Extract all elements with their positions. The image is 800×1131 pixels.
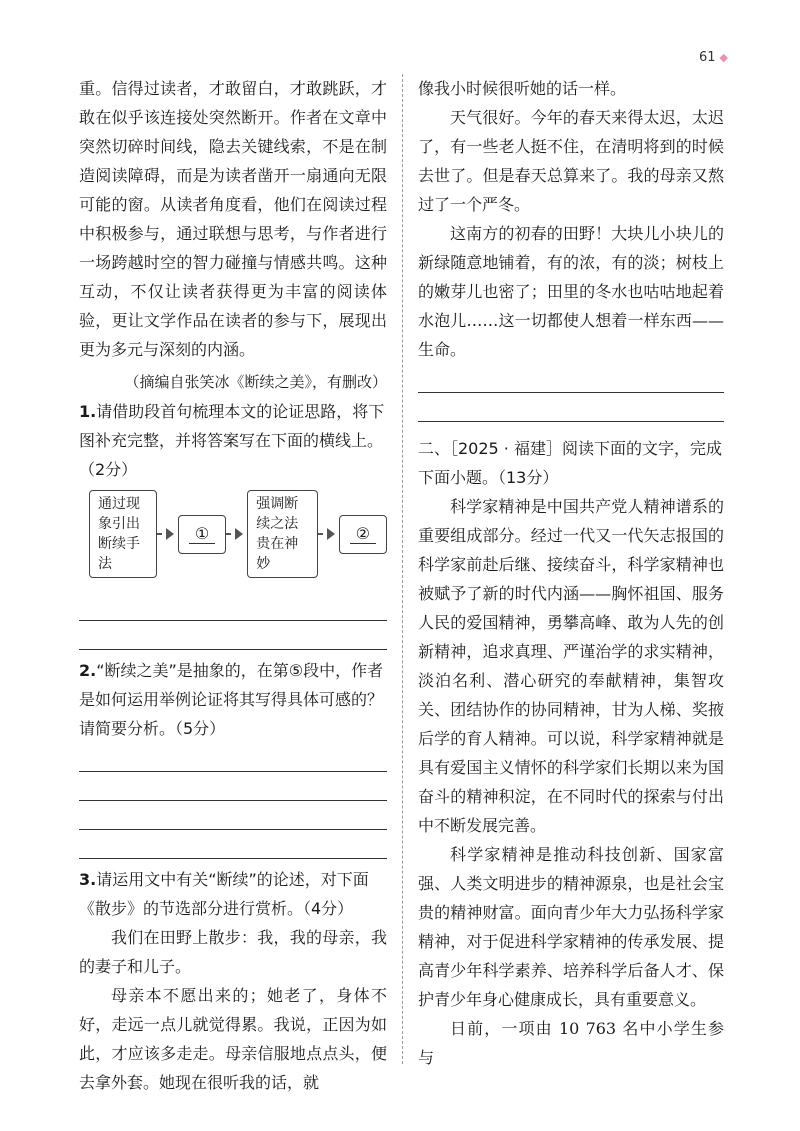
arrow-right-icon xyxy=(166,528,174,540)
flow-blank-2[interactable]: ② xyxy=(339,515,387,554)
answer-line[interactable] xyxy=(79,621,387,650)
question-3: 3.请运用文中有关“断续”的论述，对下面《散步》的节选部分进行赏析。（4分） xyxy=(79,870,369,918)
answer-line[interactable] xyxy=(418,364,724,393)
flow-blank-1[interactable]: ① xyxy=(178,515,226,554)
left-column xyxy=(79,74,387,1097)
answer-line[interactable] xyxy=(79,801,387,830)
answer-line[interactable] xyxy=(79,830,387,859)
flow-box-1: 通过现象引出断续手法 xyxy=(89,490,157,578)
answer-line[interactable] xyxy=(79,592,387,621)
right-column xyxy=(418,74,724,1072)
arrow-right-icon xyxy=(235,528,243,540)
arrow-right-icon xyxy=(327,528,335,540)
article-paragraph: 科学家精神是中国共产党人精神谱系的重要组成部分。经过一代又一代矢志报国的科学家前赴后继、接续奋斗，科学家精神也被赋予了新的时代内涵——胸怀祖国、服务人民的爱国精神，勇攀高峰、敢为人先的创新精神，追求真理、严谨治学的求实精神，淡泊名利、潜心研究的奉献精神，集智攻关、团结协作的协同精神，甘为人梯、奖掖后学的育人精神。可以说，科学家精神就是具有爱国主义情怀的科学家们长期以来为国奋斗的精神积淀，在不同时代的探索与付出中不断发展完善。 xyxy=(418,497,724,835)
answer-line[interactable] xyxy=(79,772,387,801)
article-source: （摘编自张笑冰《断续之美》，有删改） xyxy=(124,373,387,391)
flow-box-2: 强调断续之法贵在神妙 xyxy=(247,490,317,578)
section-2-heading: 二、［2025 · 福建］阅读下面的文字，完成下面小题。（13分） xyxy=(418,439,722,487)
answer-line[interactable] xyxy=(79,743,387,772)
question-2: 2.“断续之美”是抽象的，在第⑤段中，作者是如何运用举例论证将其写得具体可感的？请简要分析。（5分） xyxy=(79,661,384,738)
diamond-icon: ◆ xyxy=(719,51,728,64)
column-divider xyxy=(402,74,403,1064)
article-paragraph: 重。信得过读者，才敢留白，才敢跳跃，才敢在似乎该连接处突然断开。作者在文章中突然切碎时间线，隐去关键线索，不是在制造阅读障碍，而是为读者凿开一扇通向无限可能的窗。从读者角度看，他们在阅读过程中积极参与，通过联想与思考，与作者进行一场跨越时空的智力碰撞与情感共鸣。这种互动，不仅让读者获得更为丰富的阅读体验，更让文学作品在读者的参与下，展现出更为多元与深刻的内涵。 xyxy=(79,79,387,359)
page-number: 61 ◆ xyxy=(698,50,728,65)
excerpt-paragraph: 这南方的初春的田野！大块儿小块儿的新绿随意地铺着，有的浓，有的淡；树枝上的嫩芽儿也密了；田里的冬水也咕咕地起着水泡儿……这一切都使人想着一样东西——生命。 xyxy=(418,224,724,359)
excerpt-paragraph: 母亲本不愿出来的；她老了，身体不好，走远一点儿就觉得累。我说，正因为如此，才应该多走走。母亲信服地点点头，便去拿外套。她现在很听我的话，就 xyxy=(79,986,387,1092)
flow-diagram xyxy=(89,490,387,578)
answer-line[interactable] xyxy=(418,393,724,422)
article-paragraph: 日前，一项由 10 763 名中小学生参与 xyxy=(418,1019,724,1067)
question-1: 1.请借助段首句梳理本文的论证思路，将下图补充完整，并将答案写在下面的横线上。（2分） xyxy=(79,402,385,479)
excerpt-paragraph: 我们在田野上散步：我，我的母亲，我的妻子和儿子。 xyxy=(79,928,387,976)
article-paragraph: 科学家精神是推动科技创新、国家富强、人类文明进步的精神源泉，也是社会宝贵的精神财富。面向青少年大力弘扬科学家精神，对于促进科学家精神的传承发展、提高青少年科学素养、培养科学后备人才、保护青少年身心健康成长，具有重要意义。 xyxy=(418,845,724,1009)
excerpt-paragraph: 像我小时候很听她的话一样。 xyxy=(418,79,627,98)
excerpt-paragraph: 天气很好。今年的春天来得太迟，太迟了，有一些老人挺不住，在清明将到的时候去世了。但是春天总算来了。我的母亲又熬过了一个严冬。 xyxy=(418,108,724,214)
